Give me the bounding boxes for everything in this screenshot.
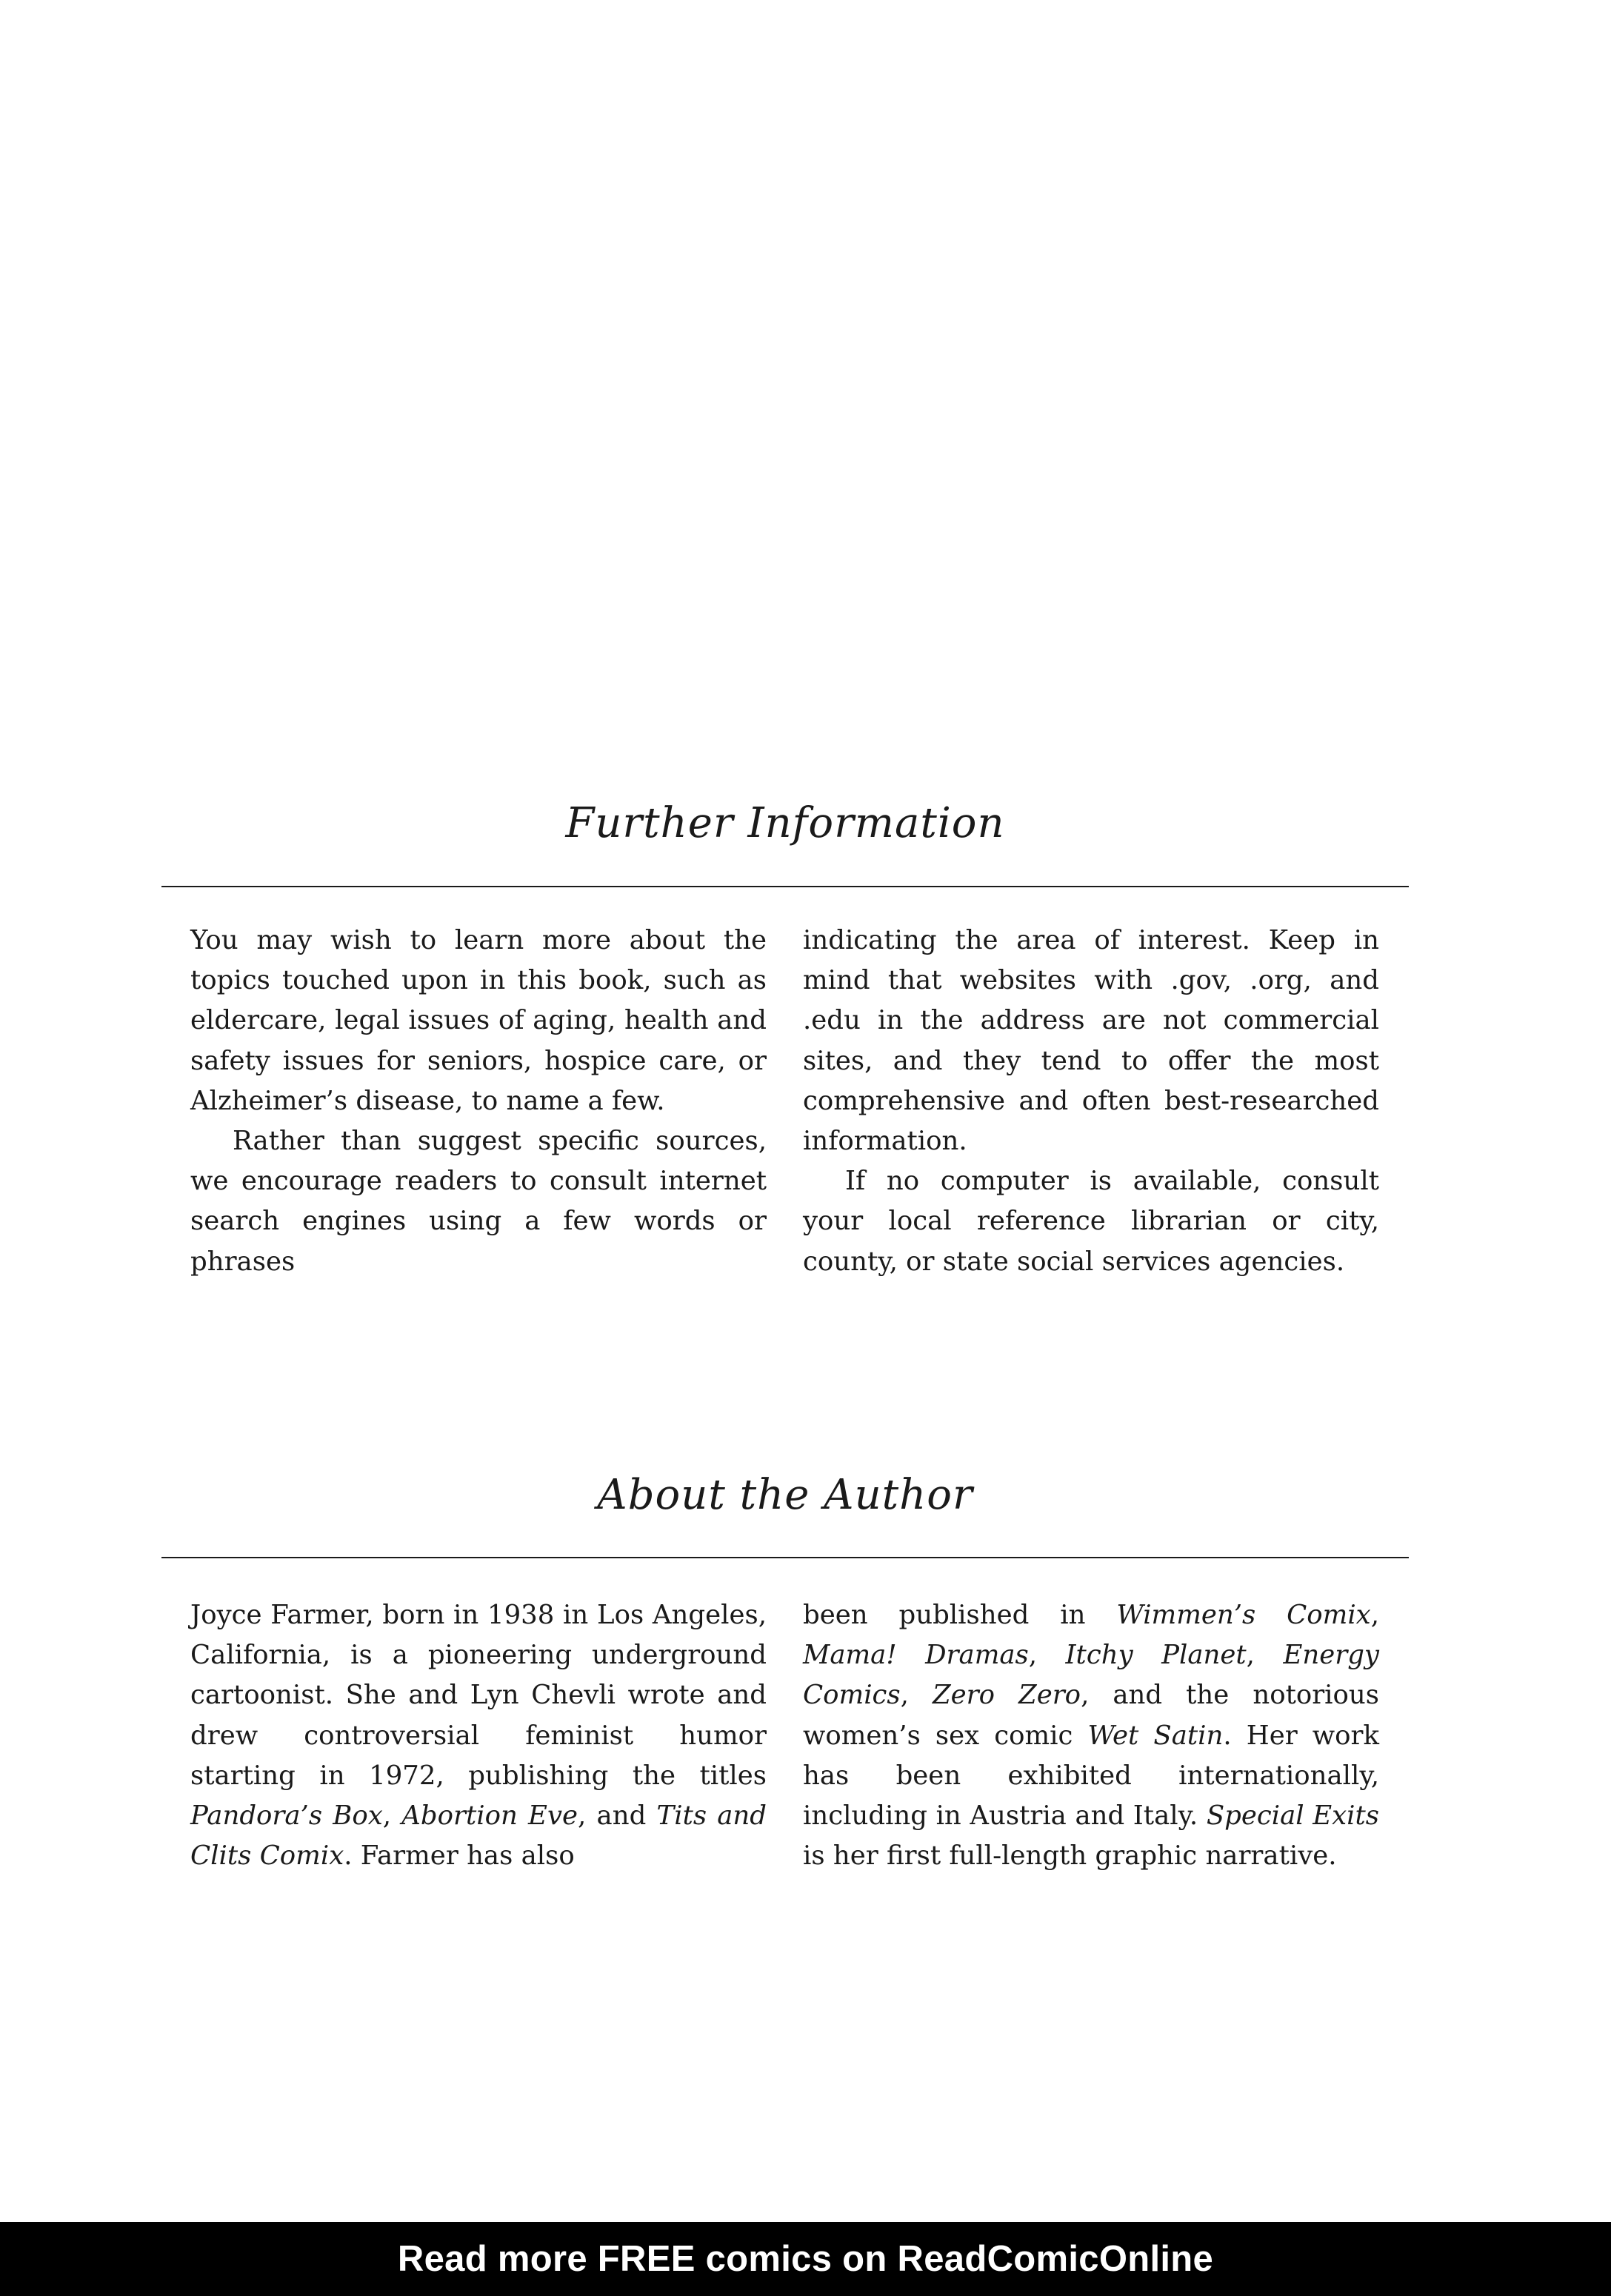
promo-banner-text[interactable]: Read more FREE comics on ReadComicOnline — [397, 2239, 1214, 2279]
book-title: Energy Comics — [803, 1640, 1379, 1711]
about-author-paragraph-right: been published in Wimmen’s Comix, Mama! Dramas, Itchy Planet, Energy Comics, Zero Zero, and the notorious women’s sex comic Wet Satin. Her work has been exhibited internationally, including in Austria and Italy. Special Exits is her first full-length graphic narrative. — [803, 1600, 1380, 1872]
further-information-paragraph-4: If no computer is available, consult your local reference librarian or city, county, or state social services agencies. — [803, 1166, 1379, 1277]
promo-banner[interactable] — [0, 2222, 1611, 2296]
further-information-right-column — [803, 921, 1379, 1282]
book-title: Mama! Dramas — [803, 1640, 1029, 1671]
about-author-title: About the Author — [597, 1471, 973, 1519]
further-information-divider — [161, 886, 1409, 887]
about-author-left-column — [190, 1595, 767, 1876]
book-title: Wimmen’s Comix — [1116, 1600, 1371, 1630]
about-author-right-column — [803, 1595, 1379, 1876]
book-title: Wet Satin — [1087, 1720, 1224, 1751]
book-title: Itchy Planet — [1065, 1640, 1247, 1671]
further-information-title: Further Information — [565, 799, 1005, 847]
book-title: Special Exits — [1206, 1801, 1379, 1832]
further-information-paragraph-2: Rather than suggest specific sources, we encourage readers to consult internet search engines using a few words or phrases — [190, 1126, 767, 1277]
book-title: Pandora’s Box — [190, 1801, 383, 1832]
about-author-paragraph-left: Joyce Farmer, born in 1938 in Los Angeles, California, is a pioneering underground cartoonist. She and Lyn Chevli wrote and drew controversial feminist humor starting in 1972, publishing the titles Pandora’s Box, Abortion Eve, and Tits and Clits Comix. Farmer has also — [190, 1600, 767, 1872]
about-author-divider — [161, 1557, 1409, 1558]
further-information-left-column — [190, 921, 767, 1282]
book-title: Tits and Clits Comix — [190, 1801, 767, 1872]
further-information-paragraph-3: indicating the area of interest. Keep in mind that websites with .gov, .org, and .edu in the address are not commercial sites, and they tend to offer the most comprehensive and often best-researched information. — [803, 925, 1379, 1157]
book-title: Zero Zero — [932, 1680, 1081, 1711]
book-title: Abortion Eve — [401, 1801, 578, 1832]
further-information-paragraph-1: You may wish to learn more about the topics touched upon in this book, such as eldercare, legal issues of aging, health and safety issues for seniors, hospice care, or Alzheimer’s disease, to name a few. — [190, 925, 767, 1116]
